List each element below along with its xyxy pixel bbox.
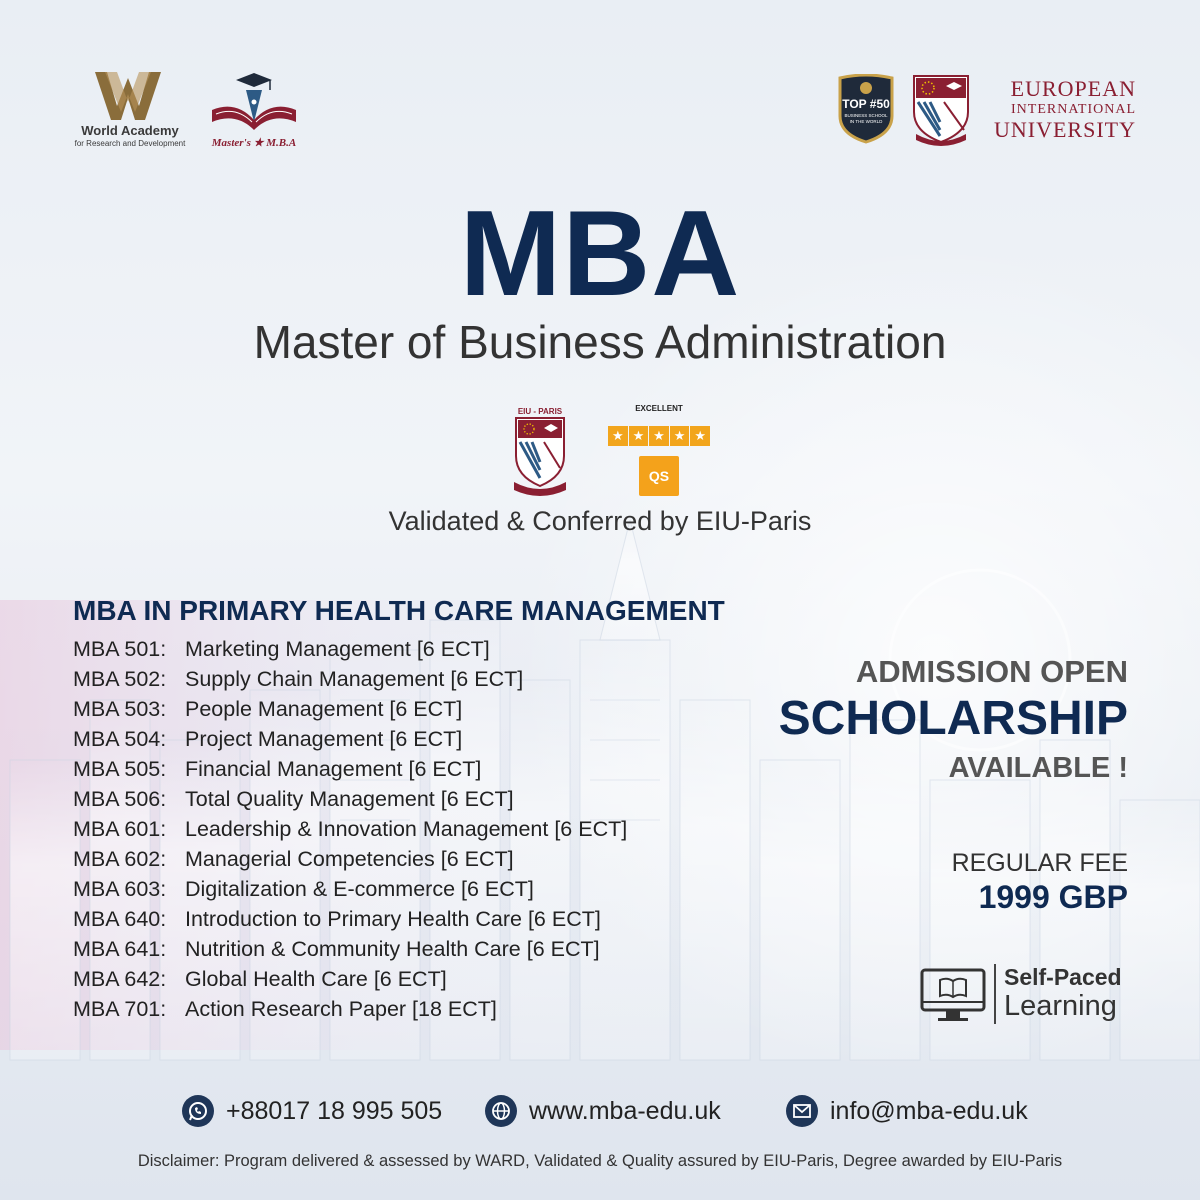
- world-academy-name: World Academy: [81, 123, 179, 138]
- book-pen-graduation-cap-icon: [206, 70, 302, 134]
- course-code: MBA 505:: [73, 757, 167, 781]
- eiu-word-university: UNIVERSITY: [994, 117, 1136, 142]
- course-code: MBA 641:: [73, 937, 167, 961]
- page-subtitle: Master of Business Administration: [253, 316, 947, 368]
- validated-text: Validated & Conferred by EIU-Paris: [388, 506, 812, 536]
- course-name: Managerial Competencies [6 ECT]: [185, 847, 514, 871]
- course-item: [73, 664, 627, 694]
- eiu-crest-icon: [910, 72, 972, 146]
- course-item: [73, 964, 627, 994]
- available-text: AVAILABLE !: [948, 752, 1128, 784]
- self-paced-line2: Learning: [1004, 990, 1117, 1022]
- contact-phone[interactable]: [182, 1094, 442, 1128]
- course-code: MBA 502:: [73, 667, 167, 691]
- star-icon: ★: [649, 426, 669, 446]
- top50-line2: BUSINESS SCHOOL: [844, 113, 888, 118]
- self-paced-line1: Self-Paced: [1004, 964, 1122, 990]
- course-list: [73, 634, 627, 1024]
- self-paced-learning-badge: [918, 962, 1130, 1026]
- course-item: [73, 754, 627, 784]
- course-name: Supply Chain Management [6 ECT]: [185, 667, 524, 691]
- contact-email[interactable]: [786, 1094, 1028, 1128]
- regular-fee-value: 1999 GBP: [978, 879, 1128, 915]
- star-icon: ★: [690, 426, 710, 446]
- top50-title: TOP #50: [842, 97, 890, 111]
- admission-open-text: ADMISSION OPEN: [855, 654, 1128, 689]
- phone-number[interactable]: +88017 18 995 505: [226, 1096, 443, 1125]
- course-item: [73, 724, 627, 754]
- course-code: MBA 601:: [73, 817, 167, 841]
- course-item: [73, 994, 627, 1024]
- course-item: [73, 694, 627, 724]
- eiu-wordmark: [976, 74, 1136, 141]
- eiu-paris-crest-icon: [510, 406, 570, 496]
- whatsapp-icon: [182, 1095, 214, 1127]
- eiu-word-international: INTERNATIONAL: [1011, 102, 1136, 117]
- regular-fee-label: REGULAR FEE: [951, 849, 1128, 877]
- star-icon: ★: [608, 426, 628, 446]
- course-name: People Management [6 ECT]: [185, 697, 463, 721]
- course-code: MBA 602:: [73, 847, 167, 871]
- eiu-word-european: EUROPEAN: [1010, 76, 1136, 101]
- top50-line3: IN THE WORLD: [849, 119, 883, 124]
- course-item: [73, 784, 627, 814]
- masters-mba-wordmark: Master's ★ M.B.A: [211, 137, 297, 149]
- eiu-paris-crest-label: EIU - PARIS: [517, 407, 563, 416]
- course-name: Financial Management [6 ECT]: [185, 757, 482, 781]
- course-name: Total Quality Management [6 ECT]: [185, 787, 514, 811]
- course-item: [73, 904, 627, 934]
- contact-website[interactable]: [485, 1094, 721, 1128]
- qs-rating-badge: [604, 404, 714, 498]
- star-icon: ★: [670, 426, 690, 446]
- course-item: [73, 814, 627, 844]
- disclaimer-text: Disclaimer: Program delivered & assessed by WARD, Validated & Quality assured by EIU-Paris, Degree awarded by EIU-Paris: [137, 1152, 1063, 1170]
- course-item: [73, 874, 627, 904]
- course-name: Action Research Paper [18 ECT]: [185, 997, 497, 1021]
- course-name: Global Health Care [6 ECT]: [185, 967, 447, 991]
- self-paced-divider: [994, 964, 996, 1024]
- course-code: MBA 642:: [73, 967, 167, 991]
- world-academy-w-icon: [95, 72, 161, 120]
- course-code: MBA 640:: [73, 907, 167, 931]
- top50-badge-icon: [836, 74, 896, 144]
- globe-icon: [485, 1095, 517, 1127]
- course-item: [73, 634, 627, 664]
- course-item: [73, 934, 627, 964]
- mail-icon: [786, 1095, 818, 1127]
- masters-mba-logo: [206, 70, 302, 150]
- course-code: MBA 503:: [73, 697, 167, 721]
- course-item: [73, 844, 627, 874]
- monitor-book-icon: [918, 964, 988, 1026]
- world-academy-subtitle: for Research and Development: [74, 139, 186, 148]
- course-code: MBA 501:: [73, 637, 167, 661]
- course-name: Introduction to Primary Health Care [6 ECT]: [185, 907, 601, 931]
- course-name: Nutrition & Community Health Care [6 ECT]: [185, 937, 600, 961]
- email-link[interactable]: info@mba-edu.uk: [830, 1096, 1028, 1125]
- course-name: Leadership & Innovation Management [6 ECT]: [185, 817, 628, 841]
- website-link[interactable]: www.mba-edu.uk: [529, 1096, 721, 1125]
- course-code: MBA 603:: [73, 877, 167, 901]
- page-title: MBA: [459, 185, 741, 321]
- course-code: MBA 506:: [73, 787, 167, 811]
- course-code: MBA 504:: [73, 727, 167, 751]
- course-code: MBA 701:: [73, 997, 167, 1021]
- course-name: Project Management [6 ECT]: [185, 727, 463, 751]
- qs-rating-label: EXCELLENT: [635, 404, 683, 413]
- qs-star-rating: [608, 426, 710, 446]
- program-title: MBA IN PRIMARY HEALTH CARE MANAGEMENT: [73, 595, 725, 626]
- course-name: Marketing Management [6 ECT]: [185, 637, 490, 661]
- qs-logo: QS: [639, 456, 679, 496]
- scholarship-text: SCHOLARSHIP: [778, 692, 1128, 745]
- course-name: Digitalization & E-commerce [6 ECT]: [185, 877, 534, 901]
- star-icon: ★: [629, 426, 649, 446]
